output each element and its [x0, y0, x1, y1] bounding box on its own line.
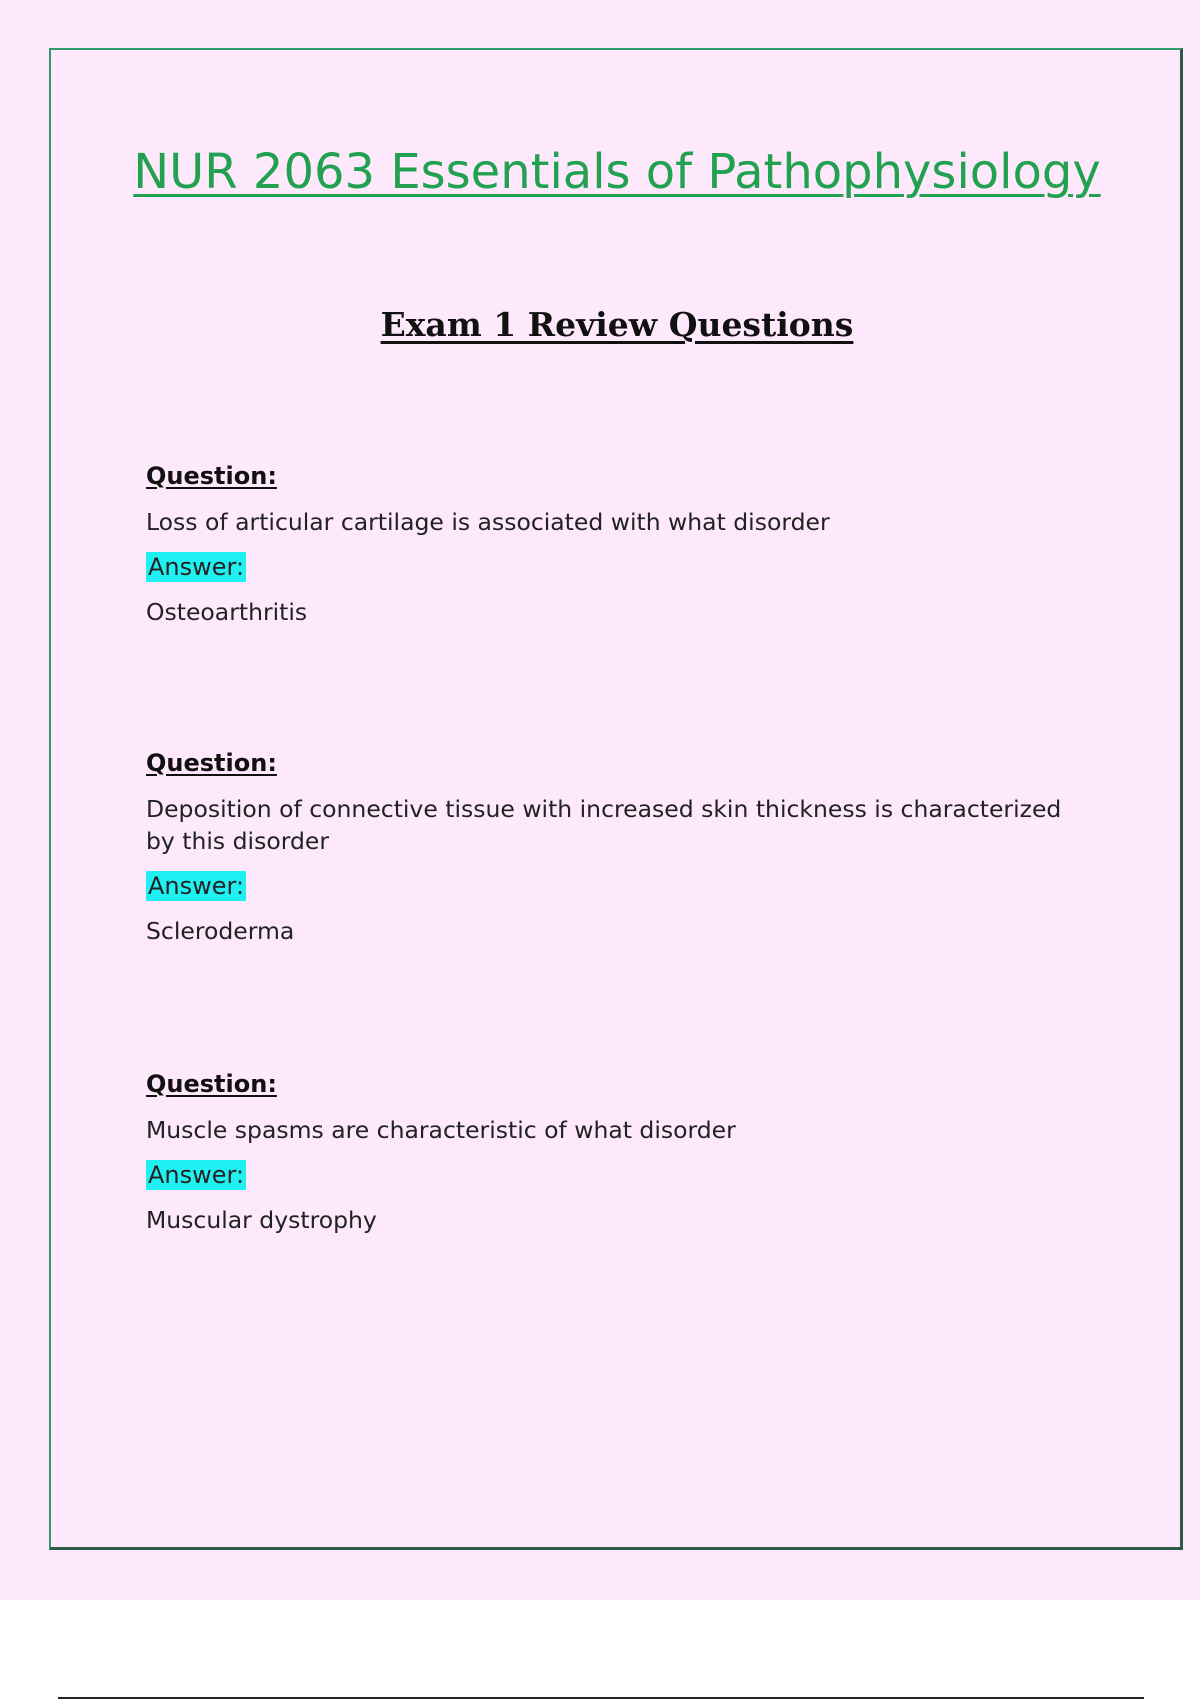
answer-label: Answer: [148, 872, 245, 900]
document-subtitle: Exam 1 Review Questions [380, 305, 854, 344]
answer-label: Answer: [148, 1161, 245, 1189]
answer-label: Answer: [148, 553, 245, 581]
qa-item-3 [146, 1068, 1096, 1236]
footer-divider [58, 1697, 1144, 1699]
answer-text: Osteoarthritis [146, 598, 308, 626]
document-title: NUR 2063 Essentials of Pathophysiology [133, 144, 1101, 200]
qa-item-1 [146, 460, 1096, 628]
question-label: Question: [146, 1070, 277, 1098]
question-text: Muscle spasms are characteristic of what disorder [146, 1116, 736, 1144]
answer-text: Muscular dystrophy [146, 1206, 377, 1234]
question-text: Deposition of connective tissue with increased skin thickness is characterized by this disorder [146, 795, 1062, 855]
question-text: Loss of articular cartilage is associated with what disorder [146, 508, 830, 536]
question-label: Question: [146, 749, 277, 777]
answer-text: Scleroderma [146, 917, 295, 945]
qa-item-2 [146, 747, 1096, 947]
question-label: Question: [146, 462, 277, 490]
